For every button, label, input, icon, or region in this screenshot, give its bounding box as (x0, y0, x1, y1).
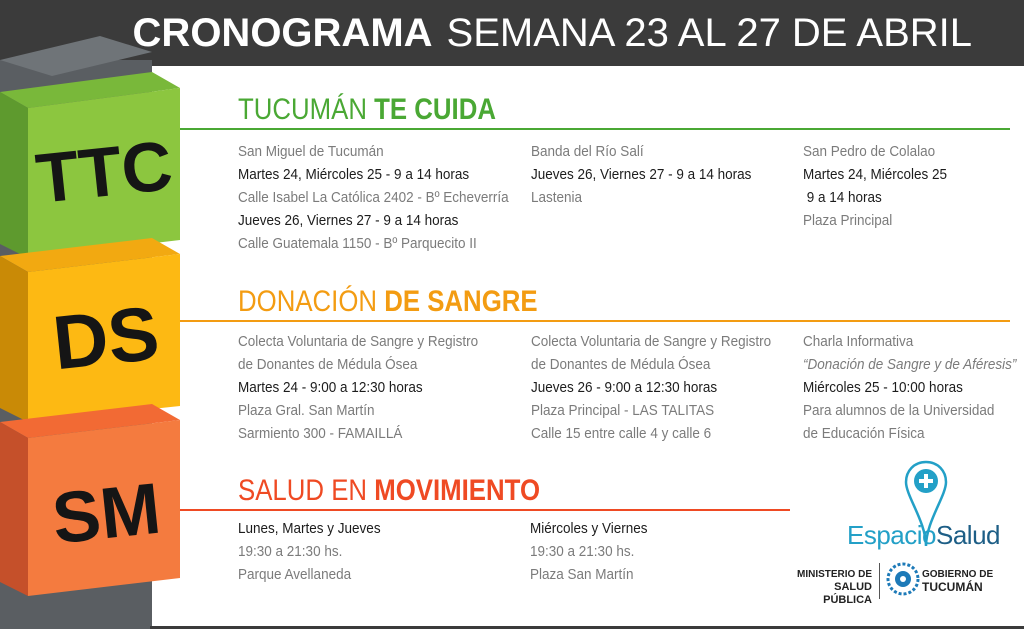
ttc-c3-days: Martes 24, Miércoles 25 (803, 166, 948, 183)
ds-c3-topic: “Donación de Sangre y de Aféresis” (803, 356, 1017, 373)
ttc-c1-address-2: Calle Guatemala 1150 - Bº Parquecito II (238, 235, 477, 252)
sm-c1-hours: 19:30 a 21:30 hs. (238, 543, 343, 560)
ds-c2-schedule: Jueves 26 - 9:00 a 12:30 horas (531, 379, 718, 396)
ds-c2-place: Plaza Principal - LAS TALITAS (531, 402, 715, 419)
ttc-c3-hours: 9 a 14 horas (803, 189, 882, 206)
sm-label: SM (48, 468, 165, 560)
ministerio-logo (792, 568, 872, 607)
ds-col-3 (803, 330, 1024, 445)
ds-c2-address: Calle 15 entre calle 4 y calle 6 (531, 425, 712, 442)
sm-c2-hours: 19:30 a 21:30 hs. (530, 543, 635, 560)
sm-title-bold: MOVIMIENTO (374, 474, 541, 507)
block-tower (0, 0, 200, 629)
ministerio-line1: MINISTERIO DE (796, 569, 872, 580)
ds-c1-place: Plaza Gral. San Martín (238, 402, 375, 419)
ds-c2-event: Colecta Voluntaria de Sangre y Registro (531, 333, 772, 350)
ds-col-1 (238, 330, 505, 445)
logo-area (790, 460, 1010, 620)
ttc-c3-address: Plaza Principal (803, 212, 893, 229)
ttc-c1-schedule-2: Jueves 26, Viernes 27 - 9 a 14 horas (238, 212, 459, 229)
ds-c3-audience: Para alumnos de la Universidad (803, 402, 995, 419)
section-title-ds (238, 285, 538, 319)
ttc-c3-location: San Pedro de Colalao (803, 143, 936, 160)
section-title-ttc (238, 93, 496, 127)
ds-label: DS (49, 290, 163, 387)
ds-title-light: DONACIÓN (238, 285, 385, 318)
sm-col-1 (238, 517, 396, 586)
espacio-salud-logo (847, 520, 1000, 551)
ttc-label: TTC (32, 126, 176, 218)
ds-c3-schedule: Miércoles 25 - 10:00 horas (803, 379, 963, 396)
ds-c1-schedule: Martes 24 - 9:00 a 12:30 horas (238, 379, 423, 396)
sm-c2-place: Plaza San Martín (530, 566, 634, 583)
ds-c3-event: Charla Informativa (803, 333, 914, 350)
ttc-c2-address: Lastenia (531, 189, 583, 206)
espacio-text: Espacio (847, 520, 936, 550)
section-title-sm (238, 474, 540, 508)
title-light: SEMANA 23 AL 27 DE ABRIL (446, 11, 972, 55)
ttc-rule (180, 128, 1010, 130)
ministerio-line2: SALUD PÚBLICA (823, 581, 872, 606)
sm-c1-place: Parque Avellaneda (238, 566, 352, 583)
ds-col-2 (531, 330, 798, 445)
ttc-c1-location: San Miguel de Tucumán (238, 143, 384, 160)
sun-emblem-icon (886, 562, 920, 596)
sm-c1-days: Lunes, Martes y Jueves (238, 520, 381, 537)
ttc-c1-schedule-1: Martes 24, Miércoles 25 - 9 a 14 horas (238, 166, 470, 183)
ds-c1-event-2: de Donantes de Médula Ósea (238, 356, 418, 373)
sm-block-side (0, 422, 28, 596)
ds-title-bold: DE SANGRE (384, 285, 538, 318)
ttc-col-3 (803, 140, 963, 232)
page-title (133, 10, 972, 56)
logo-divider (879, 563, 880, 599)
ds-rule (180, 320, 1010, 322)
sm-rule (180, 509, 790, 511)
ttc-title-bold: TE CUIDA (374, 93, 496, 126)
ds-c3-audience-2: de Educación Física (803, 425, 925, 442)
gobierno-line1: GOBIERNO DE (922, 569, 994, 580)
ds-c2-event-2: de Donantes de Médula Ósea (531, 356, 711, 373)
ttc-c2-location: Banda del Río Salí (531, 143, 644, 160)
ds-block-side (0, 256, 28, 422)
gobierno-line2: TUCUMÁN (922, 580, 983, 594)
sm-col-2 (530, 517, 661, 586)
ds-c1-address: Sarmiento 300 - FAMAILLÁ (238, 425, 403, 442)
gobierno-logo (922, 568, 993, 595)
sm-c2-days: Miércoles y Viernes (530, 520, 648, 537)
salud-text: Salud (936, 520, 1000, 550)
ttc-c2-schedule: Jueves 26, Viernes 27 - 9 a 14 horas (531, 166, 752, 183)
ttc-block-side (0, 92, 28, 258)
ttc-col-1 (238, 140, 539, 255)
sm-title-light: SALUD EN (238, 474, 375, 507)
ttc-title-light: TUCUMÁN (238, 93, 375, 126)
title-bold: CRONOGRAMA (132, 11, 433, 55)
ttc-col-2 (531, 140, 776, 209)
ds-c1-event: Colecta Voluntaria de Sangre y Registro (238, 333, 479, 350)
ttc-c1-address-1: Calle Isabel La Católica 2402 - Bº Echeverría (238, 189, 509, 206)
